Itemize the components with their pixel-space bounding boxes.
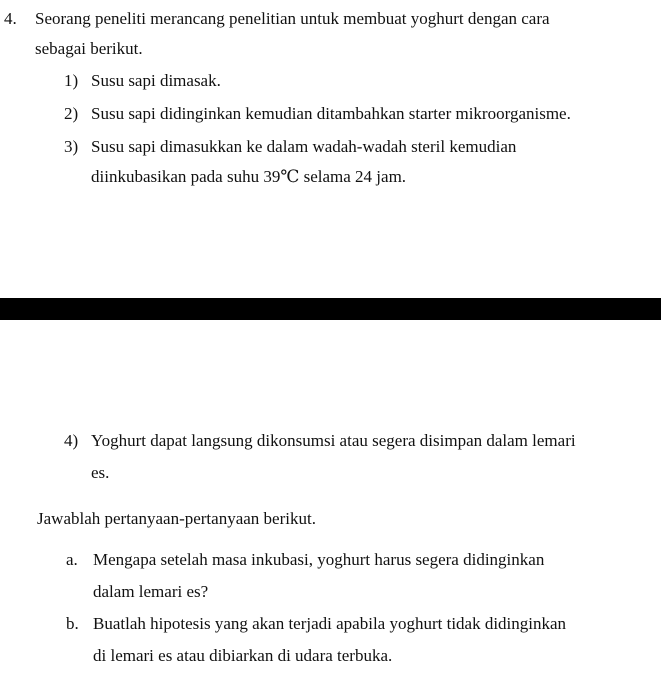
step-1-number: 1) xyxy=(64,71,79,90)
sub-question-a-letter: a. xyxy=(66,550,78,569)
question-intro-line1: Seorang peneliti merancang penelitian untuk membuat yoghurt dengan cara xyxy=(35,9,550,28)
step-3-text-line1: Susu sapi dimasukkan ke dalam wadah-wadah steril kemudian xyxy=(91,137,517,156)
sub-question-b-line1: Buatlah hipotesis yang akan terjadi apabila yoghurt tidak didinginkan xyxy=(93,614,567,633)
step-2-number: 2) xyxy=(64,104,79,123)
step-3-text-line2: diinkubasikan pada suhu 39℃ selama 24 jam. xyxy=(91,167,407,186)
step-1-text: Susu sapi dimasak. xyxy=(91,71,221,90)
question-number: 4. xyxy=(4,9,17,28)
sub-question-b-line2: di lemari es atau dibiarkan di udara terbuka. xyxy=(93,646,393,665)
step-4-text-line1: Yoghurt dapat langsung dikonsumsi atau segera disimpan dalam lemari xyxy=(91,431,576,450)
step-4-number: 4) xyxy=(64,431,79,450)
instruction-text: Jawablah pertanyaan-pertanyaan berikut. xyxy=(37,509,316,528)
sub-question-a-line2: dalam lemari es? xyxy=(93,582,209,601)
sub-question-b-letter: b. xyxy=(66,614,79,633)
step-2-text: Susu sapi didinginkan kemudian ditambahkan starter mikroorganisme. xyxy=(91,104,571,123)
question-intro-line2: sebagai berikut. xyxy=(35,39,143,58)
redaction-bar xyxy=(0,298,661,320)
step-4-text-line2: es. xyxy=(91,463,110,482)
sub-question-a-line1: Mengapa setelah masa inkubasi, yoghurt harus segera didinginkan xyxy=(93,550,545,569)
step-3-number: 3) xyxy=(64,137,79,156)
